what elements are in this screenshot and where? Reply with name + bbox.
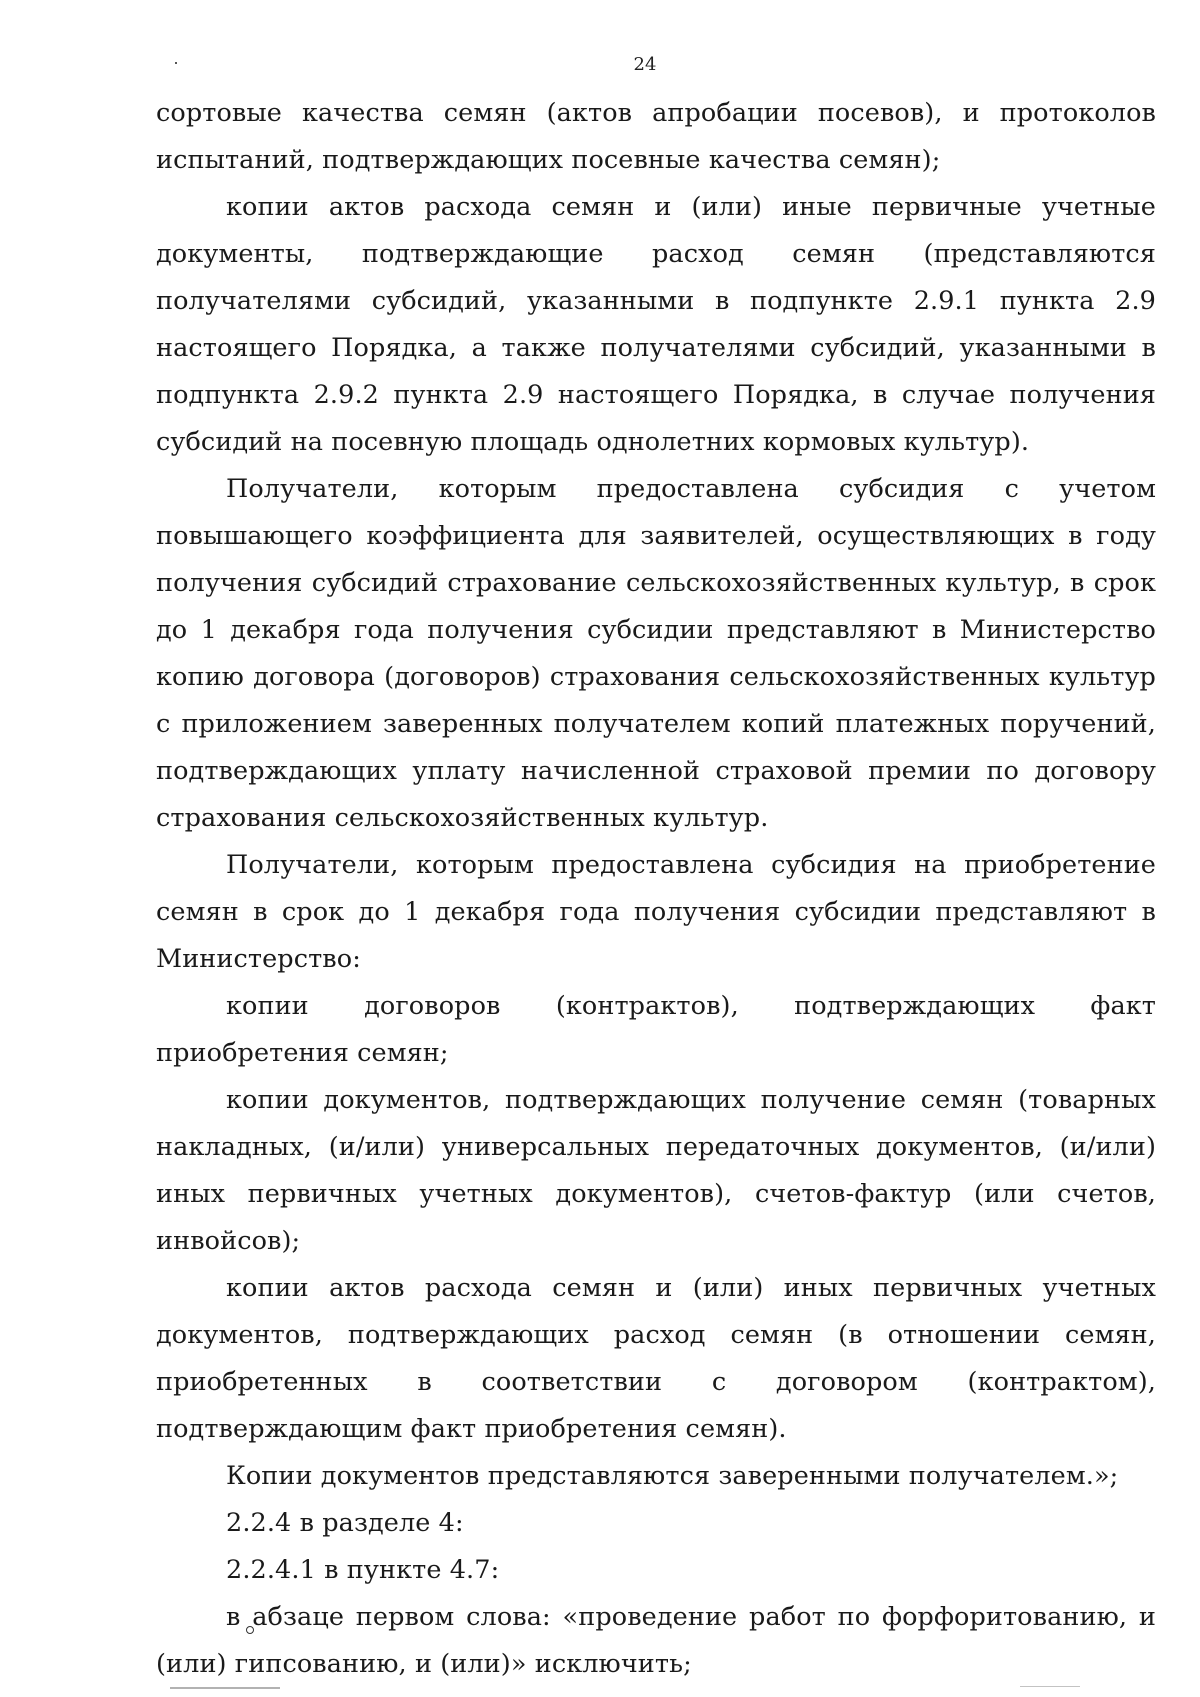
- scan-artifact-bottom-left: [170, 1687, 280, 1689]
- paragraph: в абзаце первом слова: «проведение работ по форфоритованию, и (или) гипсованию, и (или)» исключить;: [156, 1602, 1156, 1679]
- scan-artifact-circle: [246, 1626, 254, 1634]
- paragraph: сортовые качества семян (актов апробации посевов), и протоколов испытаний, подтверждающих посевные качества семян);: [156, 98, 1156, 175]
- paragraph: 2.2.4 в разделе 4:: [226, 1508, 464, 1538]
- paragraph: Копии документов представляются заверенными получателем.»;: [226, 1461, 1119, 1491]
- paragraph: копии актов расхода семян и (или) иные первичные учетные документы, подтверждающие расход семян (представляются получателями субсидий, указанными в подпункте 2.9.1 пункта 2.9 настоящего Порядка, а также получателями субсидий, указанными в подпункта 2.9.2 пункта 2.9 настоящего Порядка, в случае получения субсидий на посевную площадь однолетних кормовых культур).: [156, 192, 1156, 457]
- paragraph: копии документов, подтверждающих получение семян (товарных накладных, (и/или) универсальных передаточных документов, (и/или) иных первичных учетных документов), счетов-фактур (или счетов, инвойсов);: [156, 1085, 1156, 1256]
- paragraph: копии актов расхода семян и (или) иных первичных учетных документов, подтверждающих расход семян (в отношении семян, приобретенных в соответствии с договором (контрактом), подтверждающим факт приобретения семян).: [156, 1273, 1156, 1444]
- page-number: 24: [633, 54, 657, 75]
- document-body: [156, 90, 1156, 1688]
- paragraph: копии договоров (контрактов), подтверждающих факт приобретения семян;: [156, 991, 1156, 1068]
- paragraph: 2.2.4.1 в пункте 4.7:: [226, 1555, 500, 1585]
- scan-artifact-top: [980, 0, 1130, 5]
- scan-artifact-bottom-right: [1020, 1686, 1080, 1687]
- paragraph: Получатели, которым предоставлена субсидия с учетом повышающего коэффициента для заявителей, осуществляющих в году получения субсидий страхование сельскохозяйственных культур, в срок до 1 декабря года получения субсидии представляют в Министерство копию договора (договоров) страхования сельскохозяйственных культур с приложением заверенных получателем копий платежных поручений, подтверждающих уплату начисленной страховой премии по договору страхования сельскохозяйственных культур.: [156, 474, 1156, 833]
- paragraph: Получатели, которым предоставлена субсидия на приобретение семян в срок до 1 декабря года получения субсидии представляют в Министерство:: [156, 850, 1156, 974]
